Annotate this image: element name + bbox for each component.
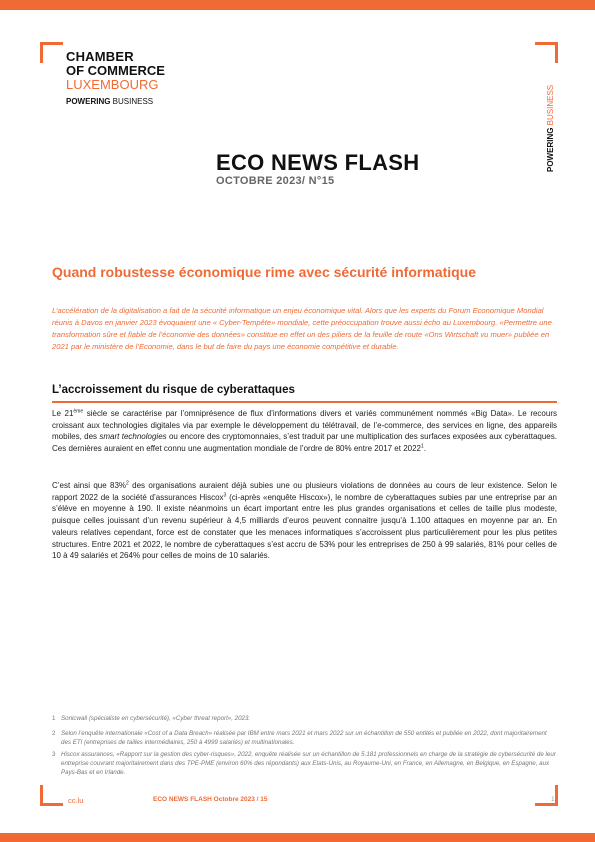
p1-superscript: ème bbox=[73, 408, 84, 415]
footnote-text: Hiscox assurances, «Rapport sur la gestion des cyber-risques», 2022, enquête réalisée sur un échantillon de 5.181 professionnels en charge de la stratégie de cybersécurité de leur entreprise couvrant majoritairement dans des TPE-PME (environ 60% des répondants) aux Etats-Unis, au Royaume-Uni, en France, en Allemagne, en Belgique, en Espagne, aux Pays-Bas et en Irlande. bbox=[61, 751, 556, 776]
corner-mark-bottom-left bbox=[40, 785, 63, 806]
logo-line-chamber: CHAMBER bbox=[66, 49, 134, 64]
logo-tagline-bold: POWERING bbox=[66, 97, 111, 106]
footnote-number: 2 bbox=[52, 730, 56, 737]
footnote-text: Selon l’enquête internationale «Cost of a Data Breach» réalisée par IBM entre mars 2021 et mars 2022 sur un échantillon de 550 entités et publiée en 2022, dont majoritairement des ETI (entreprises de tailles intermédiaires, 250 à 4999 salariés) et multinationales. bbox=[61, 730, 547, 746]
p1-italic-term: smart technologies bbox=[99, 432, 167, 442]
bottom-accent-bar bbox=[0, 833, 595, 842]
footnote-3 bbox=[52, 750, 557, 777]
newsletter-title: ECO NEWS FLASH bbox=[216, 150, 420, 175]
footnote-ref-1[interactable]: 1 bbox=[421, 443, 424, 450]
p2-text-b: des organisations auraient déjà subies une ou plusieurs violations de données au cours de leur existence. Selon le rapport 2022 de la société d’assurances Hiscox bbox=[52, 481, 557, 502]
section-title: L’accroissement du risque de cyberattaques bbox=[52, 384, 295, 396]
logo-line-of-commerce: OF COMMERCE bbox=[66, 63, 165, 78]
p1-text-c: ou encore des cryptomonnaies, s’est traduit par une multiplication des surfaces exposées aux cyberattaques. Ces dernières auraient en effet connu une augmentation mondiale de l’ordre de 80% entre 2017 et 2022 bbox=[52, 432, 557, 454]
footnote-ref-2[interactable]: 2 bbox=[126, 480, 129, 487]
p2-text-c: (ci-après «enquête Hiscox»), le nombre de cyberattaques subies par une entreprise par an s’élève en moyenne à 190. Il existe néanmoins un écart important entre les plus grandes organisations et celles de taille plus modeste, puisque celles jouissant d’un revenu supérieur à 4,5 milliards d’euros peuvent connaitre jusqu’à 1.100 attaques en moyenne par an. En valeurs relatives cependant, force est de constater que les menaces informatiques s’accroissent plus particulièrement pour les plus petites structures. Entre 2021 et 2022, le nombre de cyberattaques s’est accru de 53% pour les entreprises de 250 à 99 salariés, 81% pour celles de 10 à 49 salariés et 264% pour celles de moins de 10 salariés. bbox=[52, 492, 557, 561]
side-tagline-bold: POWERING bbox=[546, 127, 555, 172]
side-tagline bbox=[546, 85, 555, 172]
p1-text-end: . bbox=[423, 444, 427, 454]
page-number: 1 bbox=[551, 796, 555, 803]
footnote-number: 3 bbox=[52, 751, 56, 758]
p1-text-a: Le 21 bbox=[52, 409, 74, 418]
article-headline: Quand robustesse économique rime avec sécurité informatique bbox=[52, 264, 477, 280]
side-tagline-rest: BUSINESS bbox=[546, 84, 555, 128]
footnote-ref-3[interactable]: 3 bbox=[223, 492, 227, 499]
section-divider bbox=[52, 401, 557, 403]
paragraph-2 bbox=[52, 480, 557, 562]
logo-tagline-rest: BUSINESS bbox=[110, 97, 154, 106]
footnote-1 bbox=[52, 714, 557, 723]
corner-mark-top-right bbox=[535, 42, 558, 63]
footnote-2 bbox=[52, 729, 557, 747]
chamber-of-commerce-logo bbox=[66, 50, 206, 109]
footnote-text: Sonicwall (spécialiste en cybersécurité), «Cyber threat report», 2023. bbox=[61, 715, 251, 722]
issue-label: OCTOBRE 2023/ N°15 bbox=[216, 175, 335, 187]
p2-text-a: C’est ainsi que 83% bbox=[52, 481, 127, 490]
top-accent-bar bbox=[0, 0, 595, 10]
article-intro: L’accélération de la digitalisation a fait de la sécurité informatique un enjeu économique vital. Alors que les experts du Forum Economique Mondial réunis à Davos en janvier 2023 évoquaient une « Cyber-Tempête» mondiale, cette préoccupation trouve aussi écho au Luxembourg. «Permettre une transformation sûre et fiable de l’économie des données» constitue en effet un des piliers de la feuille de route «Ons Wirtschaft vu muer» publiée en 2021 par le ministère de l’Economie, dans le but de faire du pays une économie compétitive et durable. bbox=[52, 306, 552, 351]
logo-line-luxembourg: LUXEMBOURG bbox=[66, 77, 159, 92]
corner-mark-top-left bbox=[40, 42, 63, 63]
paragraph-1 bbox=[52, 408, 557, 455]
footer-publication-ref: ECO NEWS FLASH Octobre 2023 / 15 bbox=[153, 796, 268, 803]
footnote-number: 1 bbox=[52, 715, 56, 722]
footer-website-link[interactable]: cc.lu bbox=[68, 796, 84, 805]
p1-text-b: siècle se caractérise par l’omniprésence de flux d’informations divers et variés communément nommés «Big Data». Le recours croissant aux technologies digitales via par exemple le développement du télétravail, de l’e-commerce, des services en ligne, des appareils mobiles, des bbox=[52, 409, 557, 442]
logo-tagline bbox=[66, 95, 206, 109]
